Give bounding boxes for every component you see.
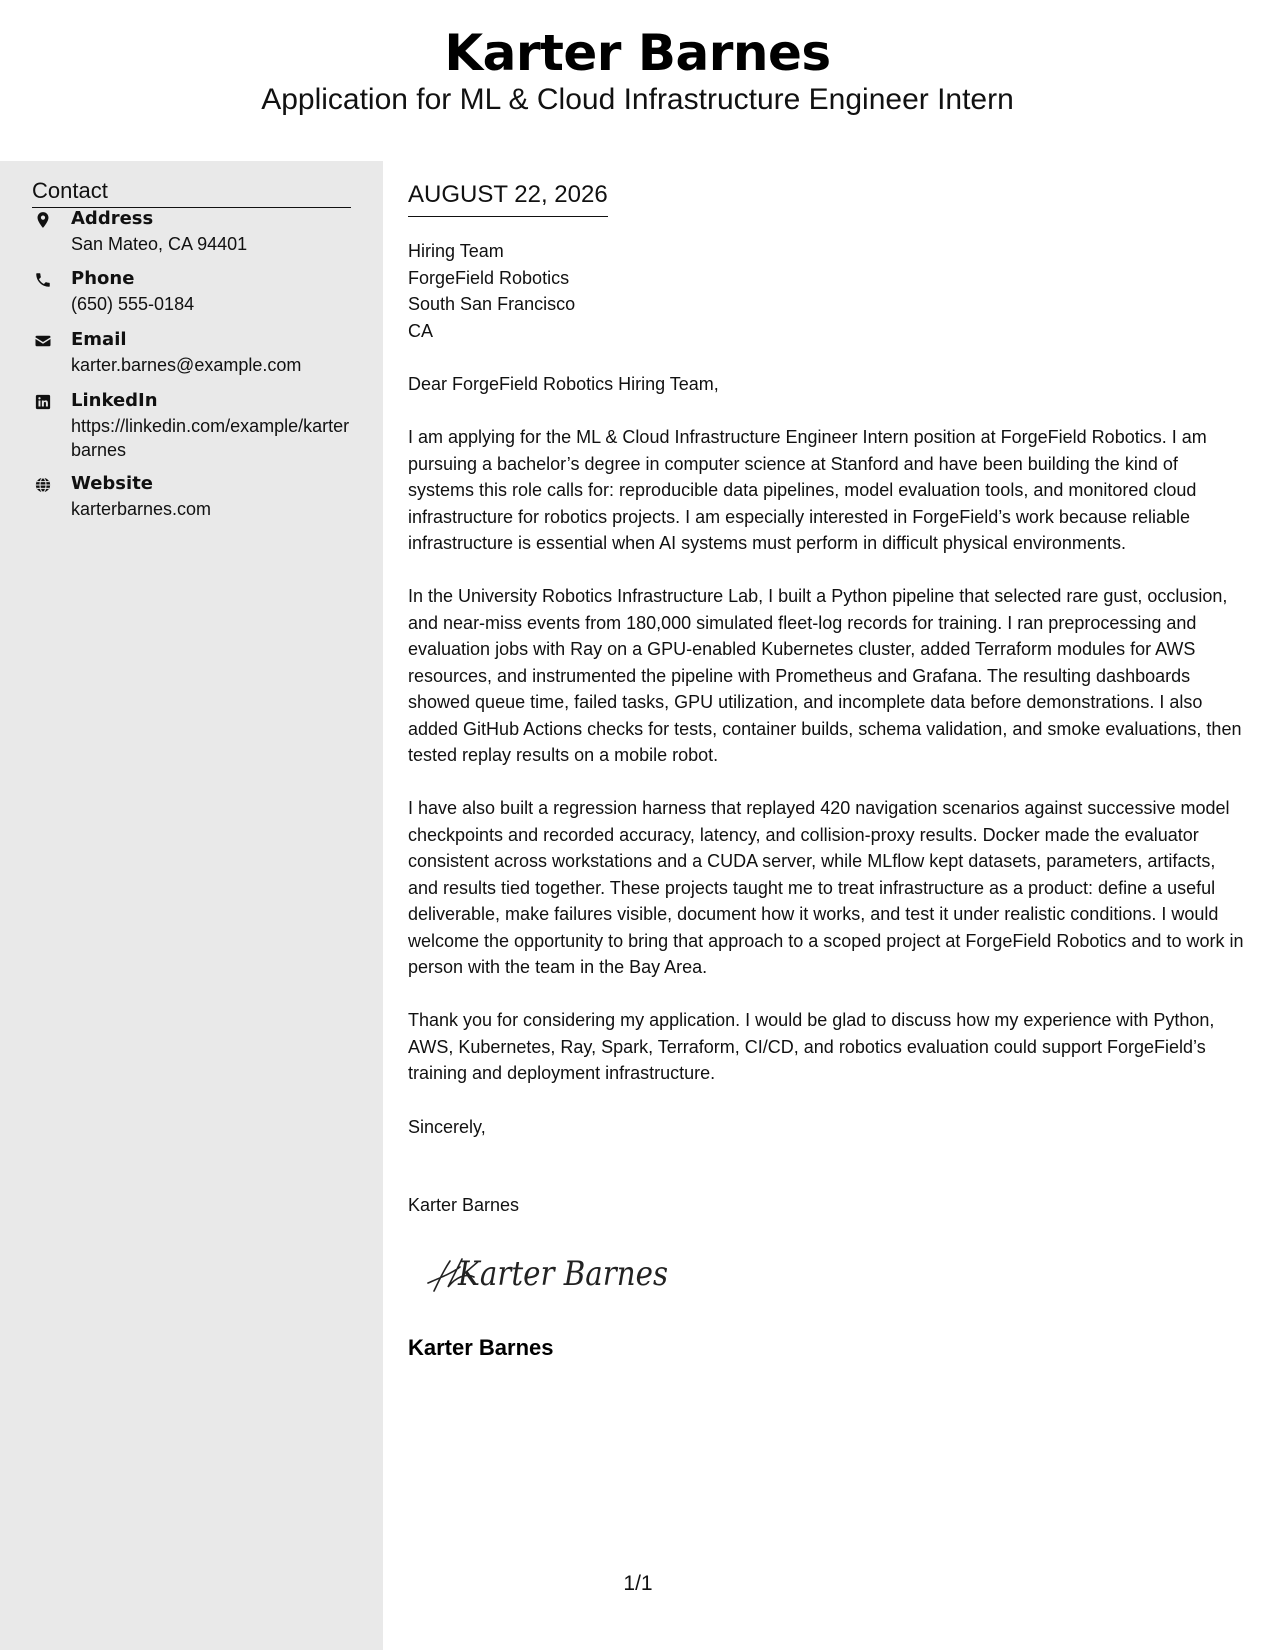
closing: Sincerely, <box>408 1117 486 1137</box>
recipient-line: ForgeField Robotics <box>408 267 570 288</box>
body-paragraph: In the University Robotics Infrastructure Lab, I built a Python pipeline that selected rare gust, occlusion, and near-miss events from 180,000 simulated fleet-log records for training. I ran preprocessing and evaluation jobs with Ray on a GPU-enabled Kubernetes cluster, added Terraform modules for AWS resources, and instrumented the pipeline with Prometheus and Grafana. The resulting dashboards showed queue time, failed tasks, GPU utilization, and incomplete data before demonstrations. I also added GitHub Actions checks for tests, container builds, schema validation, and smoke evaluations, then tested replay results on a mobile robot. <box>408 586 1242 765</box>
contact-label: Address <box>71 208 154 229</box>
contact-label: Email <box>71 329 127 350</box>
contact-value[interactable]: karterbarnes.com <box>71 499 212 519</box>
recipient-line: Hiring Team <box>408 241 504 261</box>
contact-value: San Mateo, CA 94401 <box>71 234 248 254</box>
body-paragraph: Thank you for considering my application. I would be glad to discuss how my experience with Python, AWS, Kubernetes, Ray, Spark, Terraform, CI/CD, and robotics evaluation could support ForgeField’s training and deployment infrastructure. <box>408 1010 1215 1083</box>
signature-text: Karter Barnes <box>457 1254 668 1294</box>
typed-name: Karter Barnes <box>408 1195 520 1215</box>
recipient-line: CA <box>408 320 434 341</box>
contact-label: LinkedIn <box>71 390 158 411</box>
contact-value: (650) 555-0184 <box>71 294 195 314</box>
recipient-block <box>408 238 575 344</box>
handwritten-signature <box>422 1243 682 1303</box>
contact-label: Website <box>71 473 154 494</box>
letter-body <box>408 371 1244 1113</box>
contact-value[interactable]: https://linkedin.com/example/karterbarnes <box>71 416 350 460</box>
letter-date: AUGUST 22, 2026 <box>408 179 608 217</box>
application-subtitle: Application for ML & Cloud Infrastructure Engineer Intern <box>261 83 1014 116</box>
contact-heading: Contact <box>32 175 351 208</box>
applicant-name: Karter Barnes <box>444 24 831 82</box>
body-paragraph: I have also built a regression harness that replayed 420 navigation scenarios against successive model checkpoints and recorded accuracy, latency, and collision-proxy results. Docker made the evaluator consistent across workstations and a CUDA server, while MLflow kept datasets, parameters, artifacts, and results tied together. These projects taught me to treat infrastructure as a product: define a useful deliverable, make failures visible, document how it works, and test it under realistic conditions. I would welcome the opportunity to bring that approach to a scoped project at ForgeField Robotics and to work in person with the team in the Bay Area. <box>408 798 1244 977</box>
page-number: 1/1 <box>623 1572 653 1595</box>
phone-icon <box>32 269 54 291</box>
linkedin-icon <box>32 391 54 413</box>
document-header <box>0 0 1275 161</box>
map-pin-icon <box>32 209 54 231</box>
envelope-icon <box>32 330 54 352</box>
body-paragraph: I am applying for the ML & Cloud Infrastructure Engineer Intern position at ForgeField Robotics. I am pursuing a bachelor’s degree in computer science at Stanford and have been building the kind of systems this role calls for: reproducible data pipelines, model evaluation tools, and monitored cloud infrastructure for robotics projects. I am especially interested in ForgeField’s work because reliable infrastructure is essential when AI systems must perform in difficult physical environments. <box>408 427 1207 553</box>
contact-value[interactable]: karter.barnes@example.com <box>71 355 302 375</box>
salutation: Dear ForgeField Robotics Hiring Team, <box>408 374 719 394</box>
contact-label: Phone <box>71 268 135 289</box>
contact-sidebar <box>0 161 383 1650</box>
globe-icon <box>32 474 54 496</box>
signed-name: Karter Barnes <box>408 1335 554 1360</box>
recipient-line: South San Francisco <box>408 294 576 314</box>
